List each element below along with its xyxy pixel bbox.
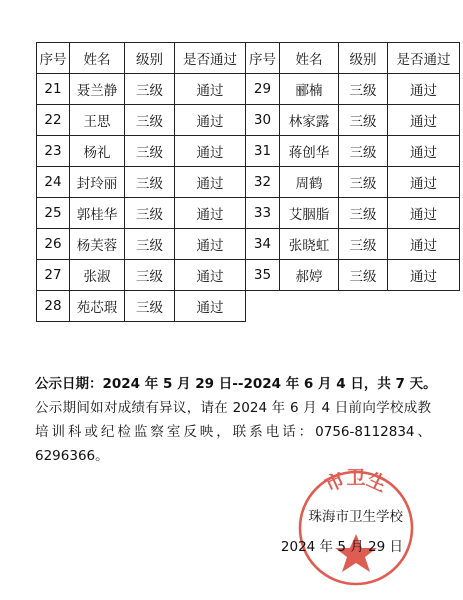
cell-passed: 通过 — [388, 167, 460, 198]
cell-passed: 通过 — [388, 229, 460, 260]
cell-name: 苑芯瑕 — [70, 291, 125, 322]
cell-level: 三级 — [339, 105, 388, 136]
cell-level: 三级 — [125, 229, 175, 260]
cell-level: 三级 — [339, 229, 388, 260]
cell-level: 三级 — [125, 105, 175, 136]
header-number-right: 序号 — [246, 43, 280, 74]
cell-name: 杨礼 — [70, 136, 125, 167]
signature-date: 2024 年 5 月 29 日 — [280, 539, 403, 555]
cell-name: 张淑 — [70, 260, 125, 291]
header-level-left: 级别 — [125, 43, 175, 74]
notice-body: 公示期间如对成绩有异议，请在 2024 年 6 月 4 日前向学校成教培训科或纪检监察室反映，联系电话：0756-8112834、6296366。 — [35, 400, 431, 464]
empty-cell — [339, 291, 388, 322]
cell-name: 郝婷 — [280, 260, 339, 291]
cell-number: 24 — [37, 167, 70, 198]
cell-level: 三级 — [125, 260, 175, 291]
cell-name: 王思 — [70, 105, 125, 136]
cell-number: 35 — [246, 260, 280, 291]
cell-number: 22 — [37, 105, 70, 136]
cell-level: 三级 — [339, 136, 388, 167]
signature-organization: 珠海市卫生学校 — [308, 509, 403, 525]
cell-passed: 通过 — [175, 105, 246, 136]
header-passed-right: 是否通过 — [388, 43, 460, 74]
cell-number: 30 — [246, 105, 280, 136]
cell-number: 33 — [246, 198, 280, 229]
cell-passed: 通过 — [388, 260, 460, 291]
cell-name: 封玲丽 — [70, 167, 125, 198]
table-row — [37, 74, 460, 105]
table-row — [37, 229, 460, 260]
cell-level: 三级 — [339, 260, 388, 291]
cell-passed: 通过 — [175, 260, 246, 291]
cell-level: 三级 — [125, 167, 175, 198]
header-name-right: 姓名 — [280, 43, 339, 74]
results-table — [36, 42, 460, 322]
cell-name: 聂兰静 — [70, 74, 125, 105]
notice-date-value: 2024 年 5 月 29 日--2024 年 6 月 4 日，共 7 天。 — [102, 376, 437, 392]
signature-block — [281, 502, 403, 562]
cell-passed: 通过 — [388, 198, 460, 229]
cell-passed: 通过 — [388, 74, 460, 105]
cell-level: 三级 — [339, 198, 388, 229]
empty-cell — [280, 291, 339, 322]
table-header-row — [37, 43, 460, 74]
cell-level: 三级 — [125, 198, 175, 229]
table-row — [37, 105, 460, 136]
cell-passed: 通过 — [175, 136, 246, 167]
header-level-right: 级别 — [339, 43, 388, 74]
cell-passed: 通过 — [388, 136, 460, 167]
empty-cell — [246, 291, 280, 322]
cell-number: 23 — [37, 136, 70, 167]
cell-number: 34 — [246, 229, 280, 260]
cell-passed: 通过 — [175, 167, 246, 198]
cell-level: 三级 — [125, 291, 175, 322]
cell-level: 三级 — [125, 74, 175, 105]
cell-number: 27 — [37, 260, 70, 291]
empty-cell — [388, 291, 460, 322]
table-row — [37, 291, 460, 322]
cell-number: 31 — [246, 136, 280, 167]
table-row — [37, 198, 460, 229]
cell-name: 蒋创华 — [280, 136, 339, 167]
cell-level: 三级 — [339, 74, 388, 105]
table-row — [37, 260, 460, 291]
cell-passed: 通过 — [175, 198, 246, 229]
table-row — [37, 167, 460, 198]
cell-name: 杨芙蓉 — [70, 229, 125, 260]
header-name-left: 姓名 — [70, 43, 125, 74]
notice-date-label: 公示日期： — [35, 376, 103, 392]
cell-level: 三级 — [125, 136, 175, 167]
cell-number: 25 — [37, 198, 70, 229]
cell-number: 29 — [246, 74, 280, 105]
cell-passed: 通过 — [175, 74, 246, 105]
cell-passed: 通过 — [388, 105, 460, 136]
notice-date-line — [35, 372, 437, 396]
cell-passed: 通过 — [175, 229, 246, 260]
table-row — [37, 136, 460, 167]
cell-number: 28 — [37, 291, 70, 322]
cell-name: 郦楠 — [280, 74, 339, 105]
cell-name: 林家露 — [280, 105, 339, 136]
cell-number: 32 — [246, 167, 280, 198]
header-passed-left: 是否通过 — [175, 43, 246, 74]
cell-name: 艾胭脂 — [280, 198, 339, 229]
cell-level: 三级 — [339, 167, 388, 198]
cell-number: 26 — [37, 229, 70, 260]
cell-name: 郭桂华 — [70, 198, 125, 229]
cell-name: 周鹤 — [280, 167, 339, 198]
seal-text: 市卫生 — [321, 467, 391, 497]
cell-name: 张晓虹 — [280, 229, 339, 260]
cell-passed: 通过 — [175, 291, 246, 322]
cell-number: 21 — [37, 74, 70, 105]
header-number-left: 序号 — [37, 43, 70, 74]
